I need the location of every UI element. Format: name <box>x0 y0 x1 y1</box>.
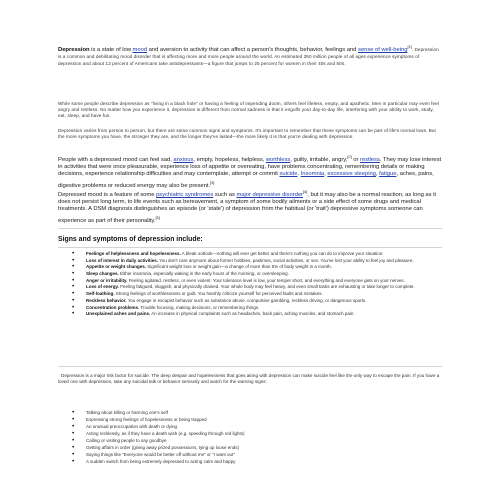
warning-sign-item: • A sudden switch from being extremely depressed to acting calm and happy <box>72 459 432 465</box>
symptom-label: Loss of interest in daily activities. <box>86 257 159 263</box>
symptom-text: Feeling agitated, restless, or even violent. Your tolerance level is low, your temper short, and everything and everyone gets on your nerves. <box>127 277 405 283</box>
paragraph-depressed-mood-feature <box>58 188 442 225</box>
link-excessive-sleeping[interactable]: excessive sleeping <box>327 171 376 178</box>
warning-sign-item: • Expressing strong feelings of hopelessness or being trapped <box>72 417 432 423</box>
symptom-label: Concentration problems. <box>86 304 140 310</box>
feel-text-8: , <box>375 171 380 178</box>
symptom-item <box>72 271 432 277</box>
symptoms-heading: Signs and symptoms of depression include: <box>58 236 203 243</box>
symptom-item <box>72 251 432 257</box>
warning-sign-item: • Talking about killing or harming one's self <box>72 410 432 416</box>
warning-sign-item: • Acting recklessly, as if they have a death wish (e.g. speeding through red lights) <box>72 431 432 437</box>
link-fatigue[interactable]: fatigue <box>379 171 397 178</box>
intro-text-1: is a state of low <box>89 46 133 53</box>
link-mood[interactable]: mood <box>132 46 148 53</box>
symptom-label: Unexplained aches and pains. <box>86 311 151 317</box>
citation-mark: [2] <box>347 154 352 159</box>
divider-top <box>58 228 442 229</box>
feature-text-2: such as <box>213 191 237 198</box>
link-worthless[interactable]: worthless <box>265 156 291 163</box>
symptoms-list <box>72 251 432 318</box>
symptom-text: You don't care anymore about former hobbies, pastimes, social activities, or sex. You've lost your ability to feel joy and pleasure. <box>158 257 414 263</box>
feel-text-9: , aches, pains, digestive problems or reduced energy may also be present. <box>58 171 434 189</box>
citation-mark: [5] <box>155 214 160 220</box>
symptom-item <box>72 278 432 284</box>
symptom-text: Feeling fatigued, sluggish, and physically drained. Your whole body may feel heavy, and even small tasks are exhausting or take longer to complete. <box>118 284 415 290</box>
warning-sign-item: • Getting affairs in order (giving away prized possessions, tying up loose ends) <box>72 445 432 451</box>
divider-bottom <box>58 366 442 367</box>
link-insomnia[interactable]: Insomnia <box>300 171 325 178</box>
symptom-label: Feelings of helplessness and hopelessness. <box>86 251 181 256</box>
symptom-text: Significant weight loss or weight gain—a change of more than 5% of body weight in a month. <box>146 264 332 270</box>
symptom-label: Anger or irritability. <box>86 277 128 283</box>
intro-text-3: . Depression is a common and debilitating mood disorder that is affecting more and more people around the world. An estimated 350 million people of all ages experience symptoms of depression and about 13 percent of Americans take antidepressants—a figure that jumps to 25 percent for women in their 40s and 50s. <box>58 46 439 67</box>
feel-text-4: or <box>351 156 360 163</box>
feel-text-2: , empty, hopeless, helpless, <box>193 156 266 163</box>
term-depression: Depression <box>58 46 90 53</box>
citation-mark: [3] <box>210 179 215 185</box>
paragraph-depressed-mood-feelings <box>58 153 442 190</box>
feel-text-5: . They may lose interest in activities that were once pleasurable, experience loss of appetite or overeating, have problems concentrating, remembering details or making decisions, experience relationship difficulties and may contemplate, attempt or commit <box>58 156 442 178</box>
symptom-label: Loss of energy. <box>86 284 119 290</box>
feel-text-1: People with a depressed mood can feel sad, <box>58 156 174 163</box>
feature-text-1: Depressed mood is a feature of some <box>58 191 157 198</box>
intro-paragraph <box>58 43 442 69</box>
symptom-label: Self-loathing. <box>86 291 115 297</box>
link-psychiatric-syndromes[interactable]: psychiatric syndromes <box>156 191 214 198</box>
paragraph-varies: Depression varies from person to person, but there are some common signs and symptoms. It's important to remember that these symptoms can be part of life's normal lows. But the more symptoms you have, the stronger they are, and the longer they've lasted—the more likely it is that you're dealing with depression. <box>58 128 436 139</box>
symptom-item <box>72 305 432 311</box>
link-suicide[interactable]: suicide <box>279 171 298 178</box>
symptom-item <box>72 298 432 304</box>
link-sense-of-well-being[interactable]: sense of well-being <box>357 46 408 53</box>
divider-heading <box>58 247 442 248</box>
symptom-item <box>72 264 432 270</box>
symptom-text: You engage in escapist behavior such as substance abuse, compulsive gambling, reckless driving, or dangerous sports. <box>126 297 367 303</box>
symptom-item <box>72 291 432 297</box>
warning-sign-item: • An unusual preoccupation with death or dying <box>72 424 432 430</box>
symptom-item <box>72 284 432 290</box>
feel-text-7: , <box>324 171 328 178</box>
paragraph-black-hole: While some people describe depression as "living in a black hole" or having a feeling of impending doom, others feel lifeless, empty, and apathetic. Men in particular may even feel angry and restless. No matter how you experience it, depression is different from normal sadness in that it engulfs your day-to-day life, interfering with your ability to work, study, eat, sleep, and have fun. <box>58 101 439 118</box>
feature-text-3: , but it may also be a normal reaction, as long as it does not persist long term, to life events such as bereavement, a symptom of some bodily ailments or a side effect of some drugs and medical treatments. A DSM diagnosis distinguishes an episode (or 'state') of depression from the habitual (or 'trait') depressive symptoms someone can experience as part of their personality. <box>58 191 436 224</box>
symptom-label: Reckless behavior. <box>86 297 127 303</box>
warning-sign-item: • Saying things like "Everyone would be better off without me" or "I want out" <box>72 452 432 458</box>
citation-mark: [4] <box>302 189 308 194</box>
suicide-risk-paragraph: Depression is a major risk factor for suicide. The deep despair and hopelessness that goes along with depression can make suicide feel like the only way to escape the pain. If you have a loved one with depression, take any suicidal talk or behavior seriously and watch for the warning signs: <box>58 373 440 384</box>
symptom-text: Strong feelings of worthlessness or guilt. You harshly criticize yourself for perceived faults and mistakes. <box>114 291 323 297</box>
symptom-text: A bleak outlook—nothing will ever get better and there's nothing you can do to improve your situation. <box>180 251 384 256</box>
feel-text-6: . <box>297 171 301 178</box>
symptom-text: An increase in physical complaints such as headaches, back pain, aching muscles, and stomach pain. <box>150 311 355 317</box>
symptom-item <box>72 258 432 264</box>
intro-text-2: and aversion to activity that can affect a person's thoughts, behavior, feelings and <box>147 46 358 53</box>
citation-mark: [1] <box>407 44 412 49</box>
symptom-label: Sleep changes. <box>86 271 119 277</box>
feel-text-3: , guilty, irritable, angry, <box>290 156 348 163</box>
warning-sign-item: • Calling or visiting people to say goodbye <box>72 438 432 444</box>
symptom-text: Trouble focusing, making decisions, or remembering things. <box>139 304 260 310</box>
symptom-item <box>72 311 432 317</box>
link-major-depressive-disorder[interactable]: major depressive disorder <box>236 191 303 198</box>
warning-signs-list <box>72 410 432 466</box>
link-anxious[interactable]: anxious <box>173 156 194 163</box>
symptom-text: Either insomnia, especially waking in the early hours of the morning, or oversleeping. <box>118 271 289 277</box>
symptom-label: Appetite or weight changes. <box>86 264 147 270</box>
link-restless[interactable]: restless <box>359 156 380 163</box>
